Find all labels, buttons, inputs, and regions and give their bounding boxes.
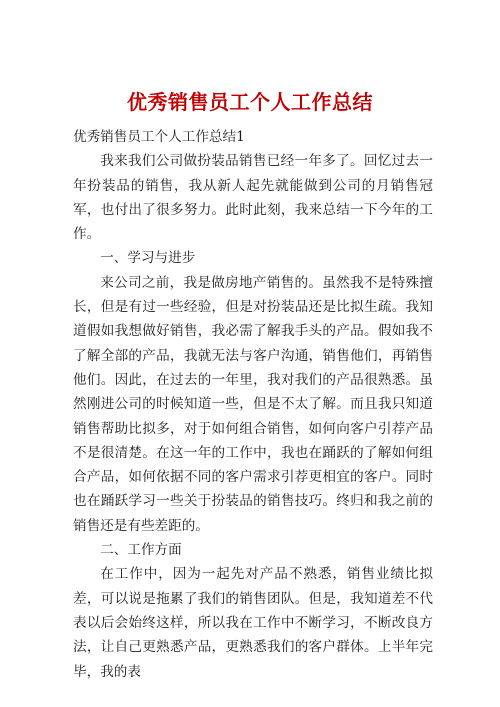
document-title: 优秀销售员工个人工作总结 [127,90,373,114]
document-subtitle: 优秀销售员工个人工作总结1 [73,129,245,145]
paragraph-work: 在工作中，因为一起先对产品不熟悉，销售业绩比拟差，可以说是拖累了我们的销售团队。但是，我知道差不代表以后会始终这样，所以我在工作中不断学习，不断改良方法，让自己更熟悉产品，更熟悉我们的客户群体。上半年完毕，我的表 [73,566,433,680]
section-heading-work: 二、工作方面 [100,542,182,559]
section-heading-study: 一、学习与进步 [100,250,196,267]
document-body [73,125,433,684]
paragraph-intro: 我来我们公司做扮装品销售已经一年多了。回忆过去一年扮装品的销售，我从新人起先就能做到公司的月销售冠军，也付出了很多努力。此时此刻，我来总结一下今年的工作。 [73,153,433,243]
paragraph-study: 来公司之前，我是做房地产销售的。虽然我不是特殊擅长，但是有过一些经验，但是对扮装品还是比拟生疏。我知道假如我想做好销售，我必需了解我手头的产品。假如我不了解全部的产品，我就无法与客户沟通，销售他们，再销售他们。因此，在过去的一年里，我对我们的产品很熟悉。虽然刚进公司的时候知道一些，但是不太了解。而且我只知道销售帮助比拟多，对于如何组合销售，如何向客户引荐产品不是很清楚。在这一年的工作中，我也在踊跃的了解如何组合产品，如何依据不同的客户需求引荐更相宜的客户。同时也在踊跃学习一些关于扮装品的销售技巧。终归和我之前的销售还是有些差距的。 [73,274,433,534]
